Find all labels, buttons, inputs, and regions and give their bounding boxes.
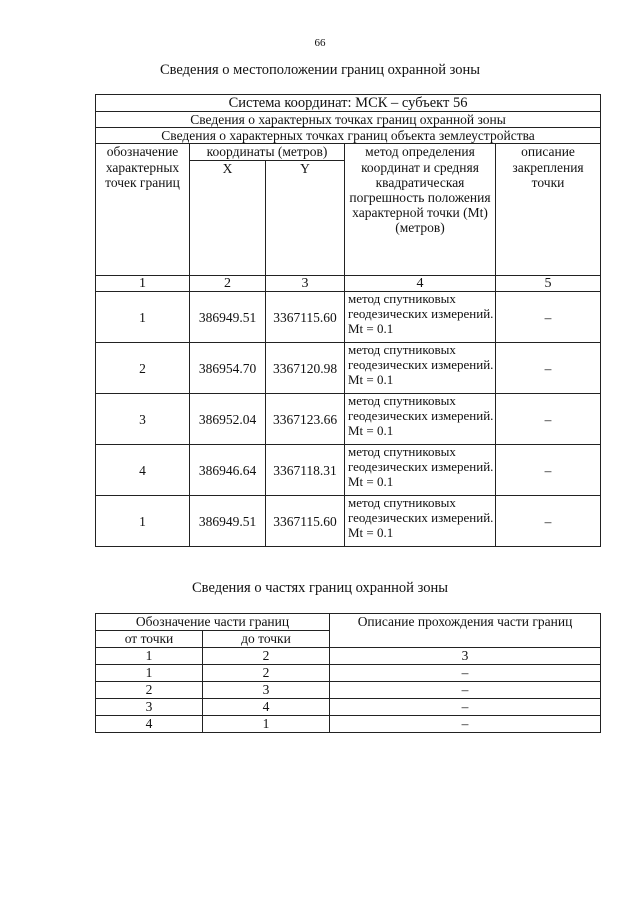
from-cell: 4: [96, 716, 203, 733]
x-cell: 386952.04: [190, 394, 266, 445]
location-title: Сведения о местоположении границ охранной зоны: [159, 62, 480, 78]
y-cell: 3367118.31: [266, 445, 345, 496]
to-cell: 3: [203, 682, 330, 699]
page-number: 66: [314, 37, 326, 49]
y-cell: 3367115.60: [266, 292, 345, 343]
desc-cell: –: [330, 716, 601, 733]
table-row: [96, 665, 601, 682]
col-number: 5: [496, 275, 601, 292]
header-coords: координаты (метров): [190, 144, 345, 160]
header-method: метод определения координат и средняя квадратическая погрешность положения характерной точки (Mt) (метров): [345, 144, 496, 275]
from-cell: 2: [96, 682, 203, 699]
col-number: 3: [330, 648, 601, 665]
col-number: 1: [96, 275, 190, 292]
to-cell: 4: [203, 699, 330, 716]
from-cell: 1: [96, 665, 203, 682]
desc-cell: –: [330, 665, 601, 682]
point-cell: 1: [96, 292, 190, 343]
desc-cell: –: [496, 394, 601, 445]
y-cell: 3367120.98: [266, 343, 345, 394]
header-from-point: от точки: [96, 631, 203, 648]
coordinates-table: [95, 94, 601, 547]
point-cell: 2: [96, 343, 190, 394]
header-y: Y: [266, 160, 345, 275]
table-row: [96, 496, 601, 547]
table-row: [96, 292, 601, 343]
header-x: X: [190, 160, 266, 275]
method-cell: метод спутниковых геодезических измерений. Mt = 0.1: [345, 343, 496, 394]
table-row: [96, 699, 601, 716]
col-number: 1: [96, 648, 203, 665]
header-passage-description: Описание прохождения части границ: [330, 614, 601, 648]
header-part-designation: Обозначение части границ: [96, 614, 330, 631]
zone-points-cell: Сведения о характерных точках границ охранной зоны: [96, 112, 601, 128]
col-number: 2: [203, 648, 330, 665]
to-cell: 1: [203, 716, 330, 733]
table-row: [96, 716, 601, 733]
point-cell: 1: [96, 496, 190, 547]
col-number: 3: [266, 275, 345, 292]
point-cell: 3: [96, 394, 190, 445]
to-cell: 2: [203, 665, 330, 682]
method-cell: метод спутниковых геодезических измерений. Mt = 0.1: [345, 496, 496, 547]
table-row: [96, 343, 601, 394]
x-cell: 386949.51: [190, 292, 266, 343]
header-to-point: до точки: [203, 631, 330, 648]
method-cell: метод спутниковых геодезических измерений. Mt = 0.1: [345, 445, 496, 496]
x-cell: 386946.64: [190, 445, 266, 496]
desc-cell: –: [330, 699, 601, 716]
table-row: [96, 682, 601, 699]
point-cell: 4: [96, 445, 190, 496]
header-description: описание закрепления точки: [496, 144, 601, 275]
boundary-parts-table: [95, 613, 601, 733]
table-row: [96, 394, 601, 445]
object-points-cell: Сведения о характерных точках границ объекта землеустройства: [96, 128, 601, 144]
method-cell: метод спутниковых геодезических измерений. Mt = 0.1: [345, 292, 496, 343]
x-cell: 386949.51: [190, 496, 266, 547]
table-row: [96, 445, 601, 496]
from-cell: 3: [96, 699, 203, 716]
desc-cell: –: [330, 682, 601, 699]
desc-cell: –: [496, 343, 601, 394]
desc-cell: –: [496, 445, 601, 496]
header-designation: обозначение характерных точек границ: [96, 144, 190, 275]
method-cell: метод спутниковых геодезических измерений. Mt = 0.1: [345, 394, 496, 445]
col-number: 4: [345, 275, 496, 292]
x-cell: 386954.70: [190, 343, 266, 394]
parts-title: Сведения о частях границ охранной зоны: [192, 580, 448, 596]
y-cell: 3367123.66: [266, 394, 345, 445]
y-cell: 3367115.60: [266, 496, 345, 547]
col-number: 2: [190, 275, 266, 292]
desc-cell: –: [496, 292, 601, 343]
desc-cell: –: [496, 496, 601, 547]
coord-system-cell: Система координат: МСК – субъект 56: [96, 95, 601, 112]
